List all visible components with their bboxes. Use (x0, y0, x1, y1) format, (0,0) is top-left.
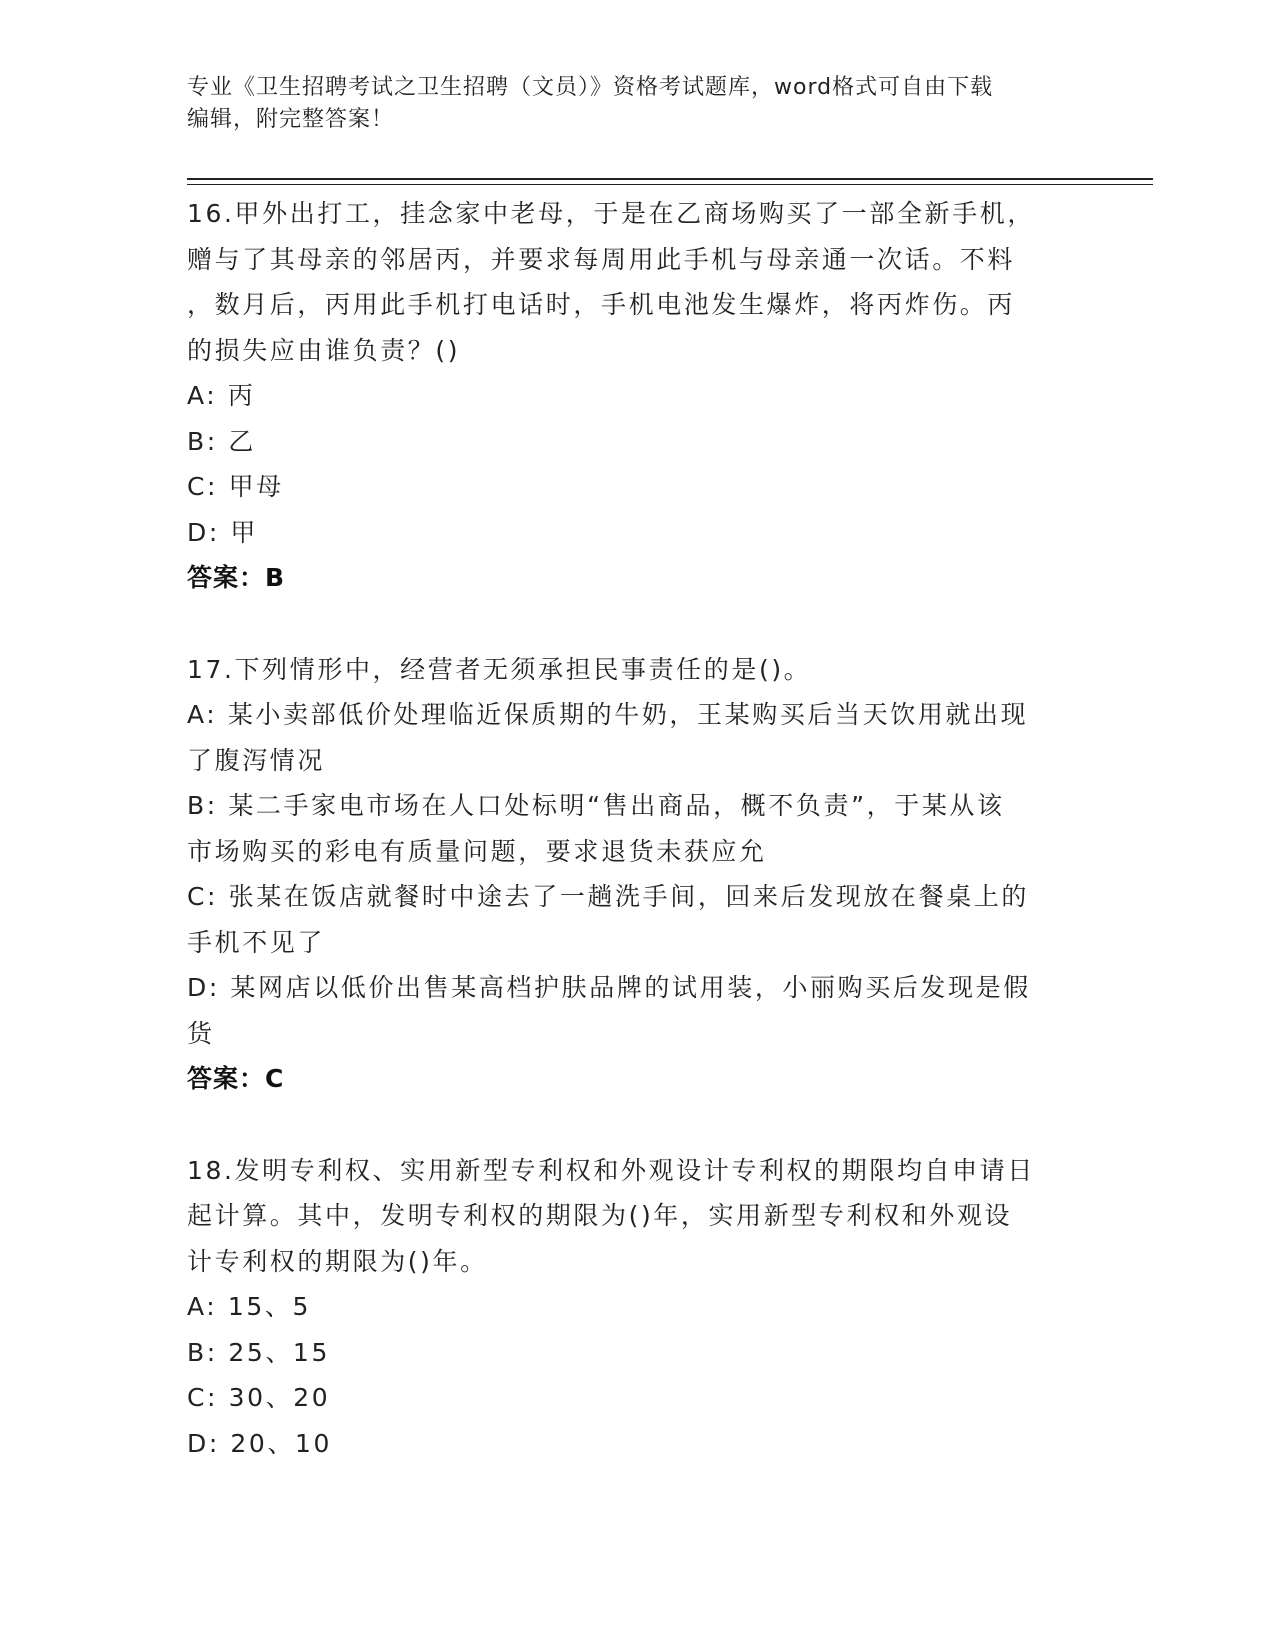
question-text-line: D: 甲 (187, 517, 259, 547)
question-text-line: 计专利权的期限为()年。 (187, 1246, 488, 1276)
question-text-line: A: 丙 (187, 381, 256, 410)
question-block (187, 191, 1067, 601)
question-text-line: 赠与了其母亲的邻居丙，并要求每周用此手机与母亲通一次话。不料 (187, 244, 1016, 274)
question-text-line: 16.甲外出打工，挂念家中老母，于是在乙商场购买了一部全新手机， (187, 199, 1035, 228)
question-text-line: B: 乙 (187, 426, 256, 456)
question-list (187, 191, 1067, 1512)
header-divider-thick (187, 178, 1153, 180)
answer-key: 答案：C (187, 1064, 285, 1093)
question-text-line: 17.下列情形中，经营者无须承担民事责任的是()。 (187, 654, 812, 684)
question-text-line: 18.发明专利权、实用新型专利权和外观设计专利权的期限均自申请日 (187, 1155, 1035, 1185)
header-line-2: 编辑，附完整答案！ (187, 107, 395, 132)
question-text-line: 市场购买的彩电有质量问题，要求退货未获应允 (187, 836, 767, 866)
question-text-line: B: 25、15 (187, 1337, 330, 1367)
question-text-line: 手机不见了 (187, 927, 326, 957)
question-text-line: D: 20、10 (187, 1428, 333, 1458)
question-text-line: 起计算。其中，发明专利权的期限为()年，实用新型专利权和外观设 (187, 1201, 1013, 1230)
question-text-line: C: 甲母 (187, 472, 284, 501)
header-divider-thin (187, 184, 1153, 185)
question-text-line: C: 30、20 (187, 1383, 331, 1412)
question-text-line: A: 某小卖部低价处理临近保质期的牛奶，王某购买后当天饮用就出现 (187, 700, 1029, 729)
answer-key: 答案：B (187, 563, 286, 592)
question-text-line: D: 某网店以低价出售某高档护肤品牌的试用装，小丽购买后发现是假 (187, 973, 1031, 1002)
question-block (187, 647, 1067, 1102)
question-text-line: 的损失应由谁负责？() (187, 335, 461, 365)
question-text-line: A: 15、5 (187, 1292, 311, 1321)
question-text-line: B: 某二手家电市场在人口处标明“售出商品，概不负责”，于某从该 (187, 791, 1005, 820)
question-text-line: C: 张某在饭店就餐时中途去了一趟洗手间，回来后发现放在餐桌上的 (187, 882, 1030, 911)
question-text-line: ，数月后，丙用此手机打电话时，手机电池发生爆炸，将丙炸伤。丙 (187, 290, 1016, 319)
question-block (187, 1148, 1067, 1467)
question-text-line: 货 (187, 1018, 215, 1048)
header-line-1: 专业《卫生招聘考试之卫生招聘（文员）》资格考试题库，word格式可自由下载 (187, 75, 994, 100)
document-header (187, 72, 1067, 136)
question-text-line: 了腹泻情况 (187, 745, 326, 775)
